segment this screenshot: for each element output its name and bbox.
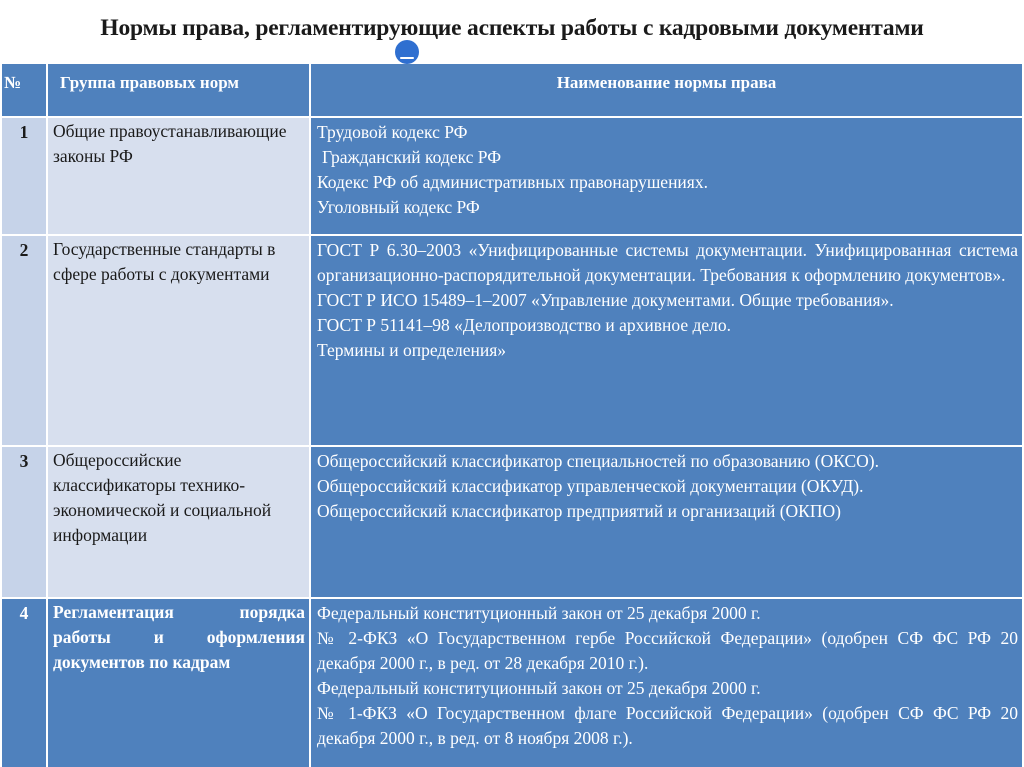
row-norms bbox=[310, 598, 1022, 767]
norm-item: Общероссийский классификатор управленческой документации (ОКУД). bbox=[317, 476, 864, 496]
row-group bbox=[47, 117, 310, 235]
header-number bbox=[1, 63, 47, 117]
table-row bbox=[1, 235, 1022, 446]
norm-item: Термины и определения» bbox=[317, 340, 507, 360]
norm-item: № 2-ФКЗ «О Государственном гербе Российской Федерации» (одобрен СФ ФС РФ 20 декабря 2000 г., в ред. от 28 декабря 2010 г.). bbox=[317, 628, 1018, 673]
slide-title: Нормы права, регламентирующие аспекты работы с кадровыми документами bbox=[100, 14, 924, 41]
norm-item: Трудовой кодекс РФ bbox=[317, 122, 468, 142]
header-norm-name-label: Наименование нормы права bbox=[556, 73, 777, 92]
norm-item: Общероссийский классификатор предприятий и организаций (ОКПО) bbox=[317, 501, 841, 521]
norm-item: Уголовный кодекс РФ bbox=[317, 197, 480, 217]
row-number: 1 bbox=[1, 117, 47, 235]
row-norms bbox=[310, 446, 1022, 598]
legal-norms-table-container bbox=[0, 62, 1022, 767]
header-group bbox=[47, 63, 310, 117]
row-group-text: Государственные стандарты в сфере работы с документами bbox=[53, 239, 276, 284]
header-group-label: Группа правовых норм bbox=[60, 73, 239, 92]
row-group bbox=[47, 446, 310, 598]
table-row bbox=[1, 117, 1022, 235]
row-group bbox=[47, 235, 310, 446]
accent-dot-icon bbox=[395, 40, 419, 64]
table-row bbox=[1, 598, 1022, 767]
norm-item: ГОСТ Р 6.30–2003 «Унифицированные системы документации. Унифицированная система организационно-распорядительной документации. Требования к оформлению документов». bbox=[317, 240, 1018, 285]
norm-item: ГОСТ Р 51141–98 «Делопроизводство и архивное дело. bbox=[317, 315, 732, 335]
row-group bbox=[47, 598, 310, 767]
table-header-row bbox=[1, 63, 1022, 117]
row-number: 2 bbox=[1, 235, 47, 446]
header-number-label: № bbox=[4, 73, 22, 92]
row-norms bbox=[310, 117, 1022, 235]
header-norm-name bbox=[310, 63, 1022, 117]
row-group-text: Общероссийские классификаторы технико-экономической и социальной информации bbox=[53, 450, 272, 545]
norm-item: № 1-ФКЗ «О Государственном флаге Российской Федерации» (одобрен СФ ФС РФ 20 декабря 2000 г., в ред. от 8 ноября 2008 г.). bbox=[317, 703, 1018, 748]
row-group-text: Регламентация порядка работы и оформления документов по кадрам bbox=[53, 602, 305, 672]
legal-norms-table bbox=[0, 62, 1022, 767]
row-number: 4 bbox=[1, 598, 47, 767]
row-group-text: Общие правоустанавливающие законы РФ bbox=[53, 121, 287, 166]
norm-item: ГОСТ Р ИСО 15489–1–2007 «Управление документами. Общие требования». bbox=[317, 290, 894, 310]
table-row bbox=[1, 446, 1022, 598]
norm-item: Общероссийский классификатор специальностей по образованию (ОКСО). bbox=[317, 451, 879, 471]
row-norms bbox=[310, 235, 1022, 446]
norm-item: Федеральный конституционный закон от 25 декабря 2000 г. bbox=[317, 678, 761, 698]
norm-item: Федеральный конституционный закон от 25 декабря 2000 г. bbox=[317, 603, 761, 623]
norm-item: Кодекс РФ об административных правонарушениях. bbox=[317, 172, 708, 192]
norm-item: Гражданский кодекс РФ bbox=[322, 147, 502, 167]
row-number: 3 bbox=[1, 446, 47, 598]
